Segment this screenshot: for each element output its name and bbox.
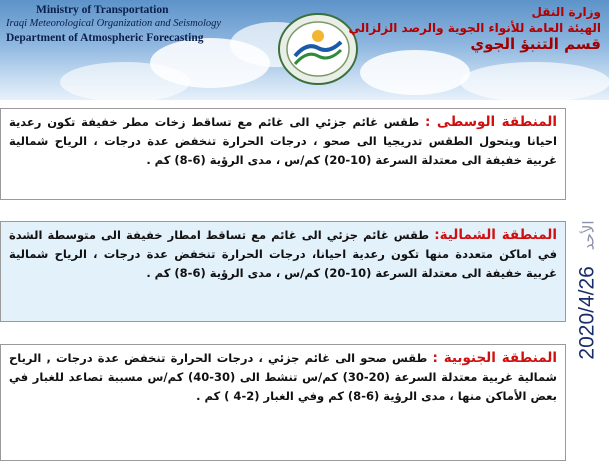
region-title: المنطقة الوسطى : [424,114,557,130]
forecast-date-sidebar [570,220,606,360]
ministry-name: Ministry of Transportation [36,4,169,16]
region-forecast-text: طقس غائم جزئي الى غائم مع تساقط زخات مطر خفيفة تكون رعدية احيانا ويتحول الطقس تدريجيا الى صحو ، درجات الحرارة تنخفض عدة درجات ، الرياح شمالية غربية خفيفة الى معتدلة السرعة (10-20) كم/س ، مدى الرؤية (6-8) كم . [9,115,557,167]
english-header [6,3,221,45]
arabic-header [349,4,601,52]
forecast-date: 2020/4/26 [576,266,599,360]
department-name: Department of Atmospheric Forecasting [6,32,204,44]
ministry-name-ar: وزارة النقل [531,5,601,19]
region-title: المنطقة الشمالية: [434,227,557,243]
forecast-northern-region [0,221,566,322]
forecast-southern-region [0,344,566,461]
forecast-day: الأحد [581,220,598,251]
organization-name: Iraqi Meteorological Organization and Seismology [6,18,222,29]
organization-name-ar: الهيئة العامة للأنواء الجوية والرصد الزلزالي [348,21,601,35]
department-name-ar: قسم التنبؤ الجوي [470,35,601,53]
forecast-central-region [0,108,566,200]
region-title: المنطقة الجنوبية : [432,350,558,366]
organization-logo-icon [277,12,359,86]
header-banner [0,0,609,100]
region-forecast-text: طقس صحو الى غائم جزئي ، درجات الحرارة تنخفض عدة درجات , الرياح شمالية غربية معتدلة السرعة (20-30) كم/س تنشط الى (30-40) كم/س مسببة تصاعد للغبار في بعض الأماكن منها ، مدى الرؤية (6-8) كم وفي الغبار (2-4 ) كم . [9,351,557,403]
region-forecast-text: طقس غائم جزئي الى غائم مع تساقط امطار خفيفة الى متوسطة الشدة في اماكن متعددة منها تكون رعدية احيانا، درجات الحرارة تنخفض عدة درجات ، الرياح شمالية غربية خفيفة الى معتدلة السرعة (10-20) كم/س ، مدى الرؤية (6-8) كم . [9,228,557,280]
